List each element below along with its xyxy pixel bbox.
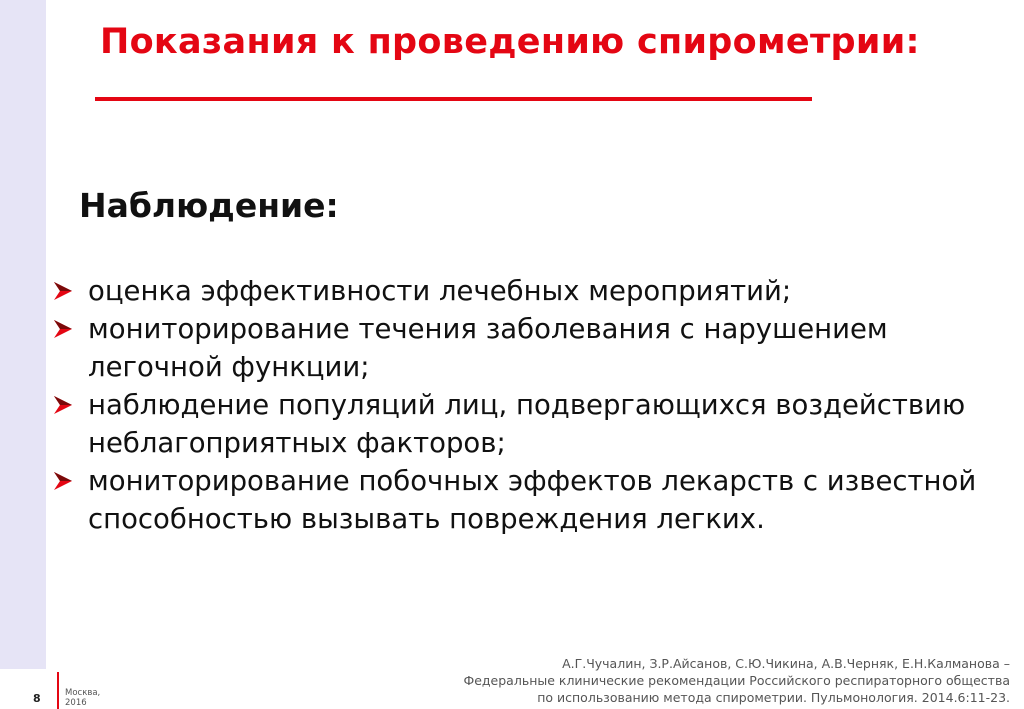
page-number: 8 (33, 692, 41, 705)
reference-citation (370, 655, 1010, 706)
arrow-bullet-icon (54, 472, 72, 490)
reference-line: А.Г.Чучалин, З.Р.Айсанов, С.Ю.Чикина, А.В.Черняк, Е.Н.Калманова – (562, 656, 1010, 671)
bullet-item (52, 462, 1017, 538)
arrow-bullet-icon (54, 282, 72, 300)
side-band (0, 0, 46, 669)
slide-title: Показания к проведению спирометрии: (100, 22, 920, 62)
bullet-item (52, 386, 1017, 462)
reference-line: Федеральные клинические рекомендации Российского респираторного общества (463, 673, 1010, 688)
footer-year: 2016 (65, 698, 87, 708)
bullet-list (52, 272, 1017, 538)
bullet-text: мониторирование побочных эффектов лекарств с известной способностью вызывать повреждения легких. (88, 465, 977, 535)
section-heading: Наблюдение: (79, 186, 339, 225)
bullet-item (52, 272, 1017, 310)
arrow-bullet-icon (54, 320, 72, 338)
bullet-item (52, 310, 1017, 386)
footer-divider (57, 672, 59, 709)
reference-line: по использованию метода спирометрии. Пульмонология. 2014.6:11-23. (537, 690, 1010, 705)
bullet-text: наблюдение популяций лиц, подвергающихся воздействию неблагоприятных факторов; (88, 389, 966, 459)
footer-city: Москва, (65, 688, 101, 698)
title-underline (95, 97, 812, 101)
footer-location (65, 688, 100, 708)
arrow-bullet-icon (54, 396, 72, 414)
bullet-text: мониторирование течения заболевания с нарушением легочной функции; (88, 313, 888, 383)
bullet-text: оценка эффективности лечебных мероприятий; (88, 275, 792, 307)
